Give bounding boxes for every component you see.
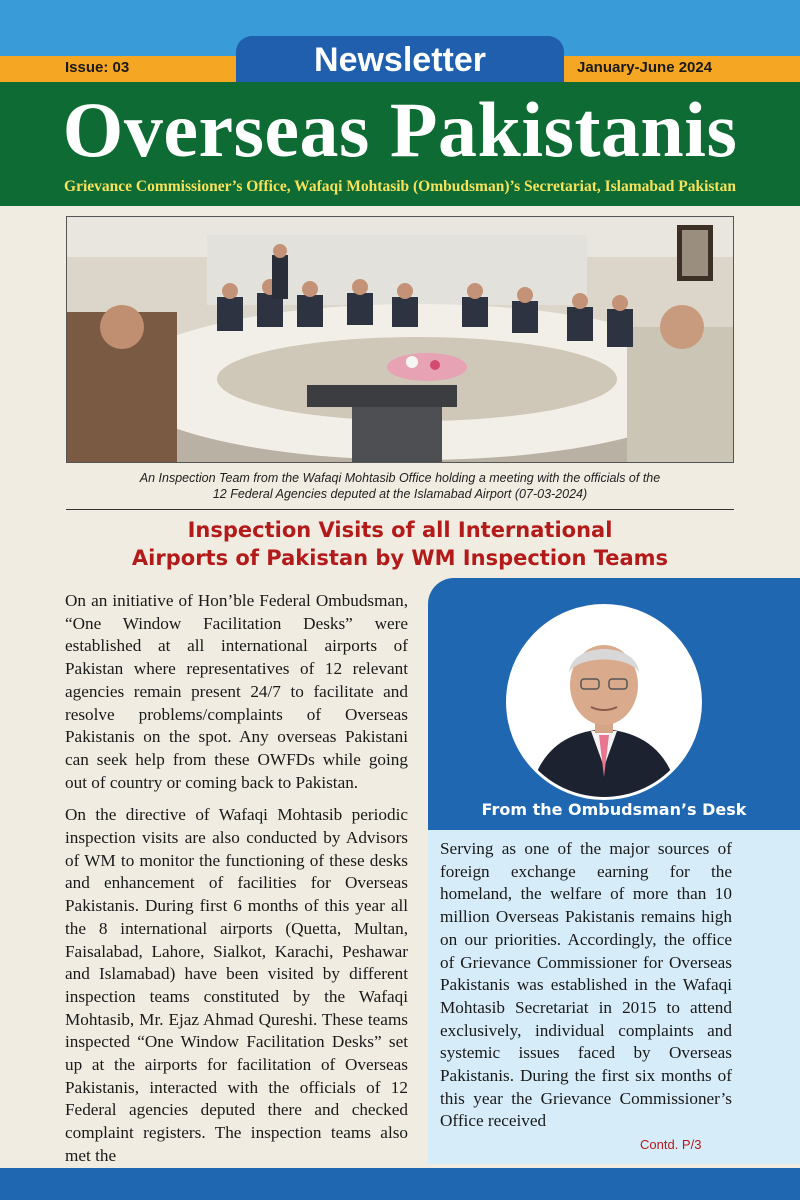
section-divider: [66, 509, 734, 510]
photo-caption: [66, 470, 734, 502]
issue-period: January-June 2024: [577, 59, 713, 76]
article-paragraph: On an initiative of Hon’ble Federal Ombudsman, “One Window Facilitation Desks” were established at all international airports of Pakistan where representatives of 12 relevant agencies remain present 24/7 to facilitate and resolve problems/complaints of Overseas Pakistanis on the spot. Any overseas Pakistani can seek help from these OWFDs while going out of country or coming back to Pakistan.: [65, 591, 408, 792]
photo-caption-line2: 12 Federal Agencies deputed at the Islamabad Airport (07-03-2024): [212, 487, 588, 501]
publication-subtitle: Grievance Commissioner’s Office, Wafaqi Mohtasib (Ombudsman)’s Secretariat, Islamabad Pakistan: [64, 178, 736, 195]
ombudsman-portrait: [506, 604, 702, 800]
issue-number: Issue: 03: [65, 59, 130, 76]
continued-link[interactable]: Contd. P/3: [640, 1137, 702, 1152]
article-headline-line1: Inspection Visits of all International: [187, 518, 613, 542]
meeting-photo: [66, 216, 734, 463]
article-headline-line2: Airports of Pakistan by WM Inspection Teams: [131, 546, 669, 570]
bottom-blue-band: [0, 1168, 800, 1200]
ombudsman-desk-text: Serving as one of the major sources of foreign exchange earning for the homeland, the welfare of more than 10 million Overseas Pakistanis remains high on our priorities. Accordingly, the office of Grievance Commissioner for Overseas Pakistanis was established in the Wafaqi Mohtasib Secretariat in 2015 to attend exclusively, individual complaints and systemic issues faced by Overseas Pakistanis. During the first six months of this year the Grievance Commissioner’s Office received: [440, 839, 732, 1131]
newsletter-tab: [236, 36, 564, 84]
publication-title: Overseas Pakistanis: [62, 86, 738, 173]
photo-caption-line1: An Inspection Team from the Wafaqi Mohtasib Office holding a meeting with the officials of the: [139, 471, 661, 485]
portrait-illustration: [509, 607, 699, 797]
article-headline: [66, 516, 734, 572]
article-body: [65, 590, 408, 1178]
article-paragraph: On the directive of Wafaqi Mohtasib periodic inspection visits are also conducted by Advisors of WM to monitor the functioning of these desks and enhancement of facilities for Overseas Pakistanis. During first 6 months of this year all the 8 international airports (Quetta, Multan, Faisalabad, Lahore, Sialkot, Karachi, Peshawar and Islamabad) have been visited by different inspection teams constituted by the Wafaqi Mohtasib, Mr. Ejaz Ahmad Qureshi. These teams inspected “One Window Facilitation Desks” set up at the airports for facilitation of Overseas Pakistanis, interacted with the officials of 12 Federal agencies deputed there and checked complaint registers. The inspection teams also met the: [65, 805, 408, 1165]
newsletter-label: Newsletter: [314, 40, 486, 79]
ombudsman-desk-title: From the Ombudsman’s Desk: [481, 800, 747, 819]
meeting-photo-illustration: [67, 217, 734, 463]
